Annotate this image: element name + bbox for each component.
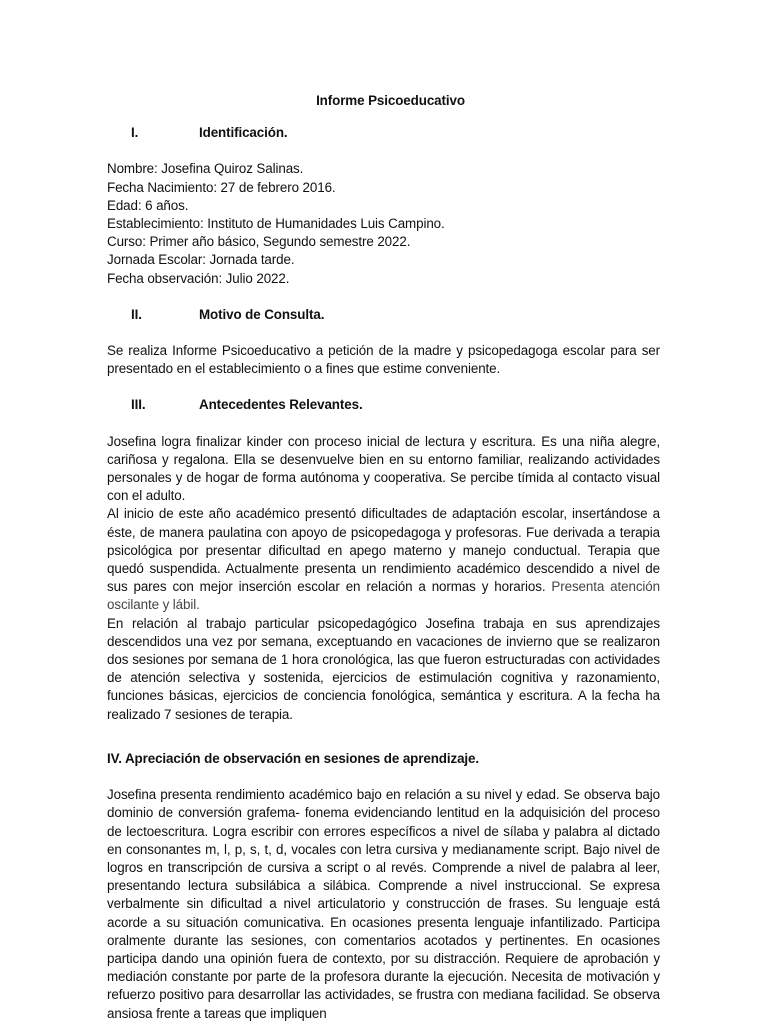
- field-curso: Curso: Primer año básico, Segundo semestre 2022.: [107, 234, 411, 250]
- field-establecimiento: Establecimiento: Instituto de Humanidades Luis Campino.: [107, 216, 445, 232]
- document-body: [107, 92, 660, 1023]
- section-heading-apreciacion: [107, 750, 660, 768]
- document-title: Informe Psicoeducativo: [316, 93, 465, 108]
- section-heading-text: Antecedentes Relevantes.: [199, 397, 363, 413]
- section-number: I.: [131, 125, 139, 141]
- antecedentes-paragraph-2-text: Al inicio de este año académico presentó dificultades de adaptación escolar, insertándose a éste, de manera paulatina con apoyo de psicopedagoga y profesoras. Fue derivada a terapia psicológica por presentar dificultad en apego materno y manejo conductual. Terapia que quedó suspendida. Actualmente presenta un rendimiento académico descendido a nivel de sus pares con mejor inserción escolar en relación a normas y horarios.: [107, 506, 660, 595]
- apreciacion-paragraph: Josefina presenta rendimiento académico bajo en relación a su nivel y edad. Se observa bajo dominio de conversión grafema- fonema evidenciando lentitud en la adquisición del proceso de lectoescritura. Logra escribir con errores específicos a nivel de sílaba y palabra al dictado en consonantes m, l, p, s, t, d, vocales con letra cursiva y medianamente script. Bajo nivel de logros en transcripción de cursiva a script o al revés. Comprende a nivel de palabra al leer, presentando lectura subsilábica a silábica. Comprende a nivel instruccional. Se expresa verbalmente sin dificultad a nivel articulatorio y construcción de frases. Su lenguaje está acorde a su situación comunicativa. En ocasiones presenta lenguaje infantilizado. Participa oralmente durante las sesiones, con comentarios acotados y pertinentes. En ocasiones participa dando una opinión fuera de contexto, por su distracción. Requiere de aprobación y mediación constante por parte de la profesora durante la ejecución. Necesita de motivación y refuerzo positivo para desarrollar las actividades, se frustra con mediana facilidad. Se observa ansiosa frente a tareas que impliquen: [107, 787, 660, 1021]
- field-nombre: Nombre: Josefina Quiroz Salinas.: [107, 161, 304, 177]
- antecedentes-paragraph-2-tail: Presenta atención oscilante y lábil.: [107, 579, 660, 613]
- section-number: III.: [131, 397, 146, 413]
- antecedentes-paragraph-2: [107, 505, 660, 614]
- antecedentes-paragraph-1: Josefina logra finalizar kinder con proceso inicial de lectura y escritura. Es una niña alegre, cariñosa y regalona. Ella se desenvuelve bien en su entorno familiar, realizando actividades personales y de hogar de forma autónoma y cooperativa. Se percibe tímida al contacto visual con el adulto.: [107, 433, 660, 504]
- section-heading-identificacion: [107, 124, 660, 142]
- section-heading-antecedentes: [107, 396, 660, 414]
- motivo-paragraph: Se realiza Informe Psicoeducativo a petición de la madre y psicopedagoga escolar para ser presentado en el establecimiento o a fines que estime conveniente.: [107, 343, 660, 377]
- section-heading-motivo: [107, 306, 660, 324]
- antecedentes-paragraph-3: En relación al trabajo particular psicopedagógico Josefina trabaja en sus aprendizajes descendidos una vez por semana, exceptuando en vacaciones de invierno que se realizaron dos sesiones por semana de 1 hora cronológica, las que fueron estructuradas con actividades de atención selectiva y sostenida, ejercicios de estimulación cognitiva y razonamiento, funciones básicas, ejercicios de conciencia fonológica, semántica y escritura. A la fecha ha realizado 7 sesiones de terapia.: [107, 615, 660, 722]
- field-fecha-nacimiento: Fecha Nacimiento: 27 de febrero 2016.: [107, 179, 336, 195]
- field-edad: Edad: 6 años.: [107, 197, 189, 213]
- section-heading-text: Motivo de Consulta.: [199, 306, 325, 322]
- field-jornada: Jornada Escolar: Jornada tarde.: [107, 252, 295, 268]
- field-fecha-observacion: Fecha observación: Julio 2022.: [107, 270, 290, 286]
- section-heading-text: IV. Apreciación de observación en sesiones de aprendizaje.: [107, 750, 480, 766]
- identification-fields: [107, 160, 660, 287]
- antecedentes-body: [107, 433, 660, 724]
- section-heading-text: Identificación.: [199, 125, 288, 141]
- section-number: II.: [131, 306, 142, 322]
